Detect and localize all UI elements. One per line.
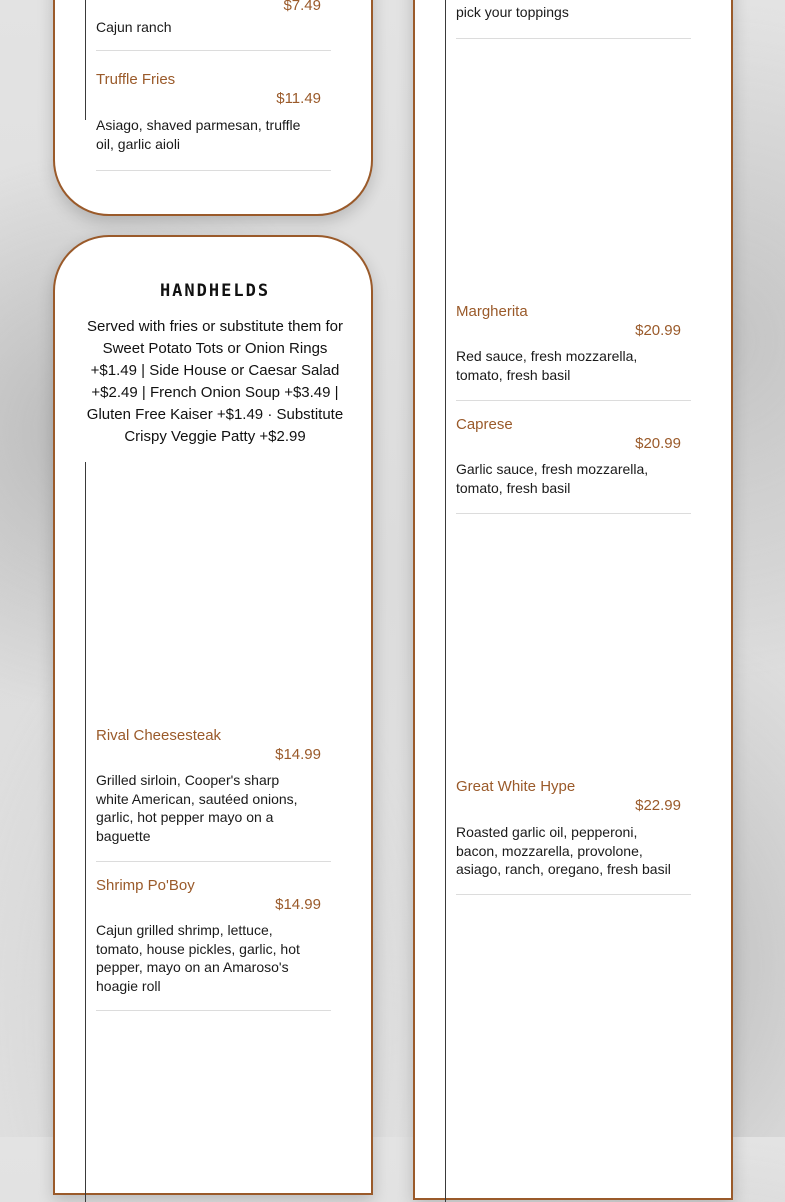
- handhelds-card: [53, 235, 373, 1195]
- menu-item-partial: [456, 3, 691, 22]
- item-price: $20.99: [635, 322, 681, 339]
- section-note: Served with fries or substitute them for Sweet Potato Tots or Onion Rings +$1.49 | Side House or Caesar Salad +$2.49 | French Onion Soup +$3.49 | Gluten Free Kaiser +$1.49 · Substitute Crispy Veggie Patty +$2.99: [86, 318, 344, 445]
- item-price: $22.99: [635, 797, 681, 814]
- menu-item: [456, 415, 691, 497]
- item-name: Margherita: [456, 303, 528, 320]
- item-name: Caprese: [456, 416, 513, 433]
- menu-item: [456, 302, 691, 384]
- item-desc: Grilled sirloin, Cooper's sharp white American, sautéed onions, garlic, hot pepper mayo on a baguette: [96, 772, 298, 844]
- item-desc: Garlic sauce, fresh mozzarella, tomato, fresh basil: [456, 461, 649, 496]
- item-desc: Roasted garlic oil, pepperoni, bacon, mozzarella, provolone, asiago, ranch, oregano, fresh basil: [456, 824, 671, 877]
- item-desc: Red sauce, fresh mozzarella, tomato, fresh basil: [456, 348, 638, 383]
- appetizers-card: [53, 0, 373, 216]
- item-name: Great White Hype: [456, 778, 576, 795]
- card-left-rule: [445, 0, 446, 1202]
- item-desc: Cajun grilled shrimp, lettuce, tomato, house pickles, garlic, hot pepper, mayo on an Amaroso's hoagie roll: [96, 922, 300, 994]
- pizza-card: [413, 0, 733, 1200]
- item-price: $11.49: [276, 90, 321, 107]
- section-title: HANDHELDS: [159, 281, 271, 301]
- item-price: $14.99: [275, 896, 321, 913]
- item-separator: [456, 894, 691, 895]
- item-desc: Cajun ranch: [96, 19, 172, 35]
- menu-item: [96, 70, 331, 153]
- item-separator: [456, 38, 691, 39]
- item-separator: [96, 1010, 331, 1011]
- item-separator: [456, 513, 691, 514]
- card-left-rule: [85, 0, 86, 120]
- item-separator: [96, 50, 331, 51]
- item-name: Shrimp Po'Boy: [96, 877, 195, 894]
- item-price: $20.99: [635, 435, 681, 452]
- menu-item: [456, 777, 691, 879]
- card-left-rule: [85, 462, 86, 1202]
- item-separator: [96, 861, 331, 862]
- item-separator: [456, 400, 691, 401]
- item-price: $7.49: [283, 0, 321, 14]
- item-desc: pick your toppings: [456, 4, 569, 20]
- item-desc: Asiago, shaved parmesan, truffle oil, garlic aioli: [96, 117, 301, 152]
- item-name: Truffle Fries: [96, 71, 176, 88]
- menu-item: [96, 726, 331, 845]
- item-price: $14.99: [275, 746, 321, 763]
- menu-item: [96, 876, 331, 995]
- item-name: Rival Cheesesteak: [96, 727, 222, 744]
- item-separator: [96, 170, 331, 171]
